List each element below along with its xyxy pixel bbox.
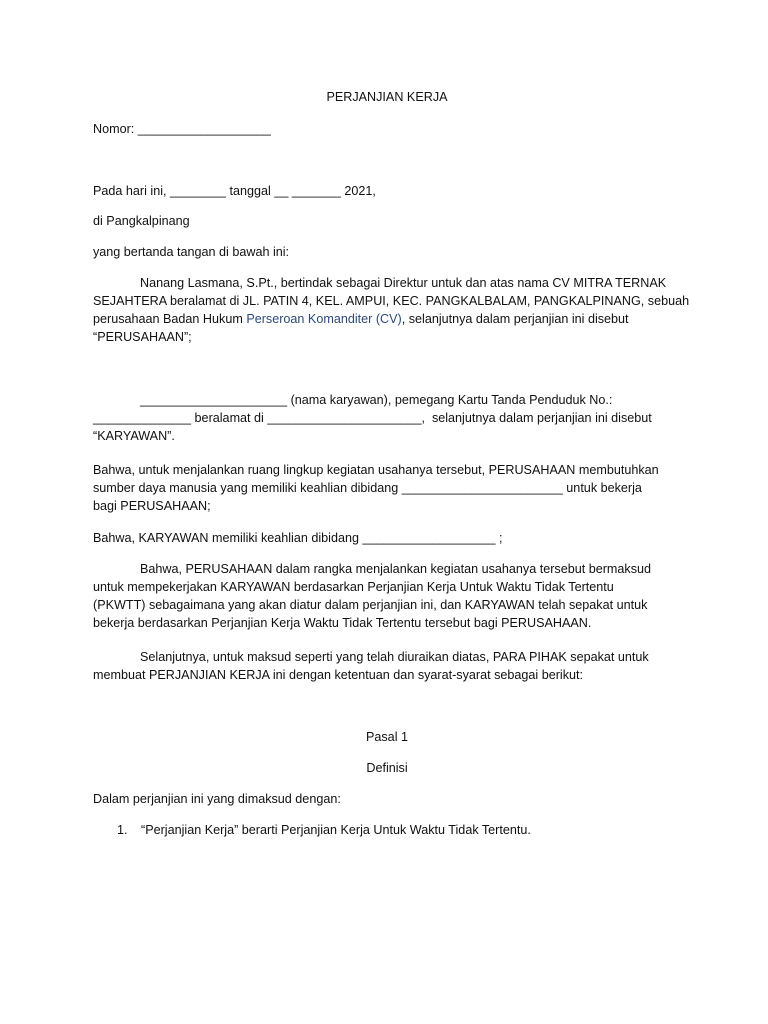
nomor-line: Nomor: ___________________ — [93, 122, 271, 136]
party1-line — [93, 310, 681, 328]
date-line: Pada hari ini, ________ tanggal __ _______ 2021, — [93, 184, 376, 198]
conclusion-line: Selanjutnya, untuk maksud seperti yang telah diuraikan diatas, PARA PIHAK sepakat untuk — [140, 650, 649, 664]
whereas1-line: Bahwa, untuk menjalankan ruang lingkup kegiatan usahanya tersebut, PERUSAHAAN membutuhkan — [93, 463, 659, 477]
whereas2-paragraph: Bahwa, KARYAWAN memiliki keahlian dibidang ___________________ ; — [93, 531, 503, 545]
document-title: PERJANJIAN KERJA — [326, 90, 448, 104]
party1-paragraph — [93, 274, 690, 346]
conclusion-paragraph — [93, 648, 681, 684]
party1-line: Nanang Lasmana, S.Pt., bertindak sebagai Direktur untuk dan atas nama CV MITRA TERNAK — [140, 276, 667, 290]
whereas1-line: sumber daya manusia yang memiliki keahlian dibidang _______________________ untuk bekerja — [93, 481, 642, 495]
whereas3-line: bekerja berdasarkan Perjanjian Kerja Waktu Tidak Tertentu tersebut bagi PERUSAHAAN. — [93, 616, 592, 630]
party2-line: _____________________ (nama karyawan), pemegang Kartu Tanda Penduduk No.: — [140, 393, 613, 407]
definition-text: “Perjanjian Kerja” berarti Perjanjian Kerja Untuk Waktu Tidak Tertentu. — [141, 823, 531, 837]
definition-item — [0, 821, 768, 839]
party1-line: “PERUSAHAAN”; — [93, 330, 192, 344]
party1-legal-form: Perseroan Komanditer (CV) — [246, 312, 402, 326]
party2-line: ______________ beralamat di ______________________, selanjutnya dalam perjanjian ini disebut — [93, 411, 652, 425]
whereas1-paragraph — [93, 461, 681, 515]
party1-line: SEJAHTERA beralamat di JL. PATIN 4, KEL. AMPUI, KEC. PANGKALBALAM, PANGKALPINANG, sebuah — [93, 294, 690, 308]
definition-number: 1. — [117, 823, 128, 837]
whereas1-line: bagi PERUSAHAAN; — [93, 499, 211, 513]
party1-text: perusahaan Badan Hukum — [93, 312, 247, 326]
whereas3-line: (PKWTT) sebagaimana yang akan diatur dalam perjanjian ini, dan KARYAWAN telah sepakat untuk — [93, 598, 648, 612]
pasal-title: Definisi — [366, 761, 408, 775]
party1-text: , selanjutnya dalam perjanjian ini disebut — [401, 312, 629, 326]
pasal-heading: Pasal 1 — [365, 730, 408, 744]
signatory-intro: yang bertanda tangan di bawah ini: — [93, 245, 290, 259]
whereas3-line: untuk mempekerjakan KARYAWAN berdasarkan Perjanjian Kerja Untuk Waktu Tidak Tertentu — [93, 580, 614, 594]
whereas3-line: Bahwa, PERUSAHAAN dalam rangka menjalankan kegiatan usahanya tersebut bermaksud — [140, 562, 652, 576]
conclusion-line: membuat PERJANJIAN KERJA ini dengan ketentuan dan syarat-syarat sebagai berikut: — [93, 668, 584, 682]
whereas3-paragraph — [93, 560, 681, 632]
party2-paragraph — [93, 391, 681, 445]
place-line: di Pangkalpinang — [93, 214, 190, 228]
definitions-intro: Dalam perjanjian ini yang dimaksud dengan: — [93, 792, 341, 806]
party2-line: “KARYAWAN”. — [93, 429, 175, 443]
